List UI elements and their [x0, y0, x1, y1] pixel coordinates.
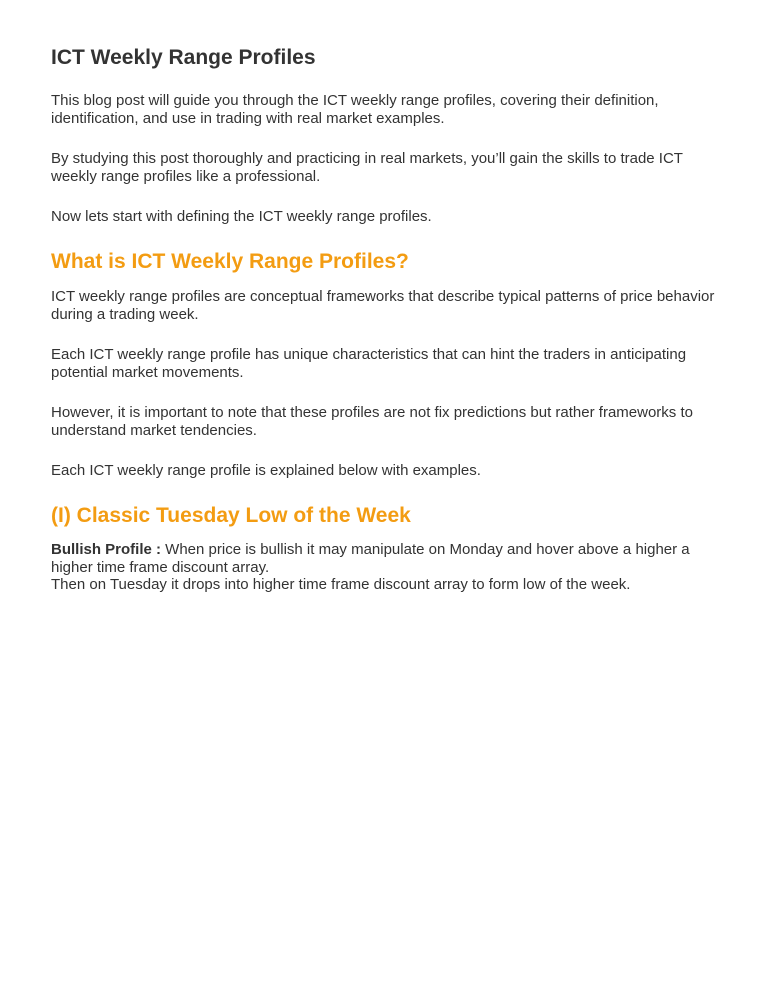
section1-paragraph-3: However, it is important to note that these profiles are not fix predictions but rather frameworks to understand market tendencies. [51, 404, 693, 439]
intro-paragraph-3: Now lets start with defining the ICT weekly range profiles. [51, 208, 432, 225]
page-title: ICT Weekly Range Profiles [51, 46, 316, 69]
bullish-profile-label: Bullish Profile : [51, 541, 162, 558]
section-heading-classic-tuesday: (I) Classic Tuesday Low of the Week [51, 504, 411, 527]
section1-paragraph-4: Each ICT weekly range profile is explained below with examples. [51, 462, 481, 479]
intro-paragraph-2: By studying this post thoroughly and practicing in real markets, you’ll gain the skills to trade ICT weekly range profiles like a professional. [51, 150, 683, 185]
section1-paragraph-2: Each ICT weekly range profile has unique characteristics that can hint the traders in anticipating potential market movements. [51, 346, 687, 381]
bullish-profile-text: When price is bullish it may manipulate on Monday and hover above a higher a higher time frame discount array. [51, 541, 690, 576]
bullish-profile-text-2: Then on Tuesday it drops into higher time frame discount array to form low of the week. [51, 576, 631, 593]
section1-paragraph-1: ICT weekly range profiles are conceptual frameworks that describe typical patterns of price behavior during a trading week. [51, 288, 715, 323]
bullish-profile-paragraph [51, 541, 721, 594]
section-heading-what-is: What is ICT Weekly Range Profiles? [51, 250, 409, 273]
intro-paragraph-1: This blog post will guide you through the ICT weekly range profiles, covering their definition, identification, and use in trading with real market examples. [51, 92, 659, 127]
